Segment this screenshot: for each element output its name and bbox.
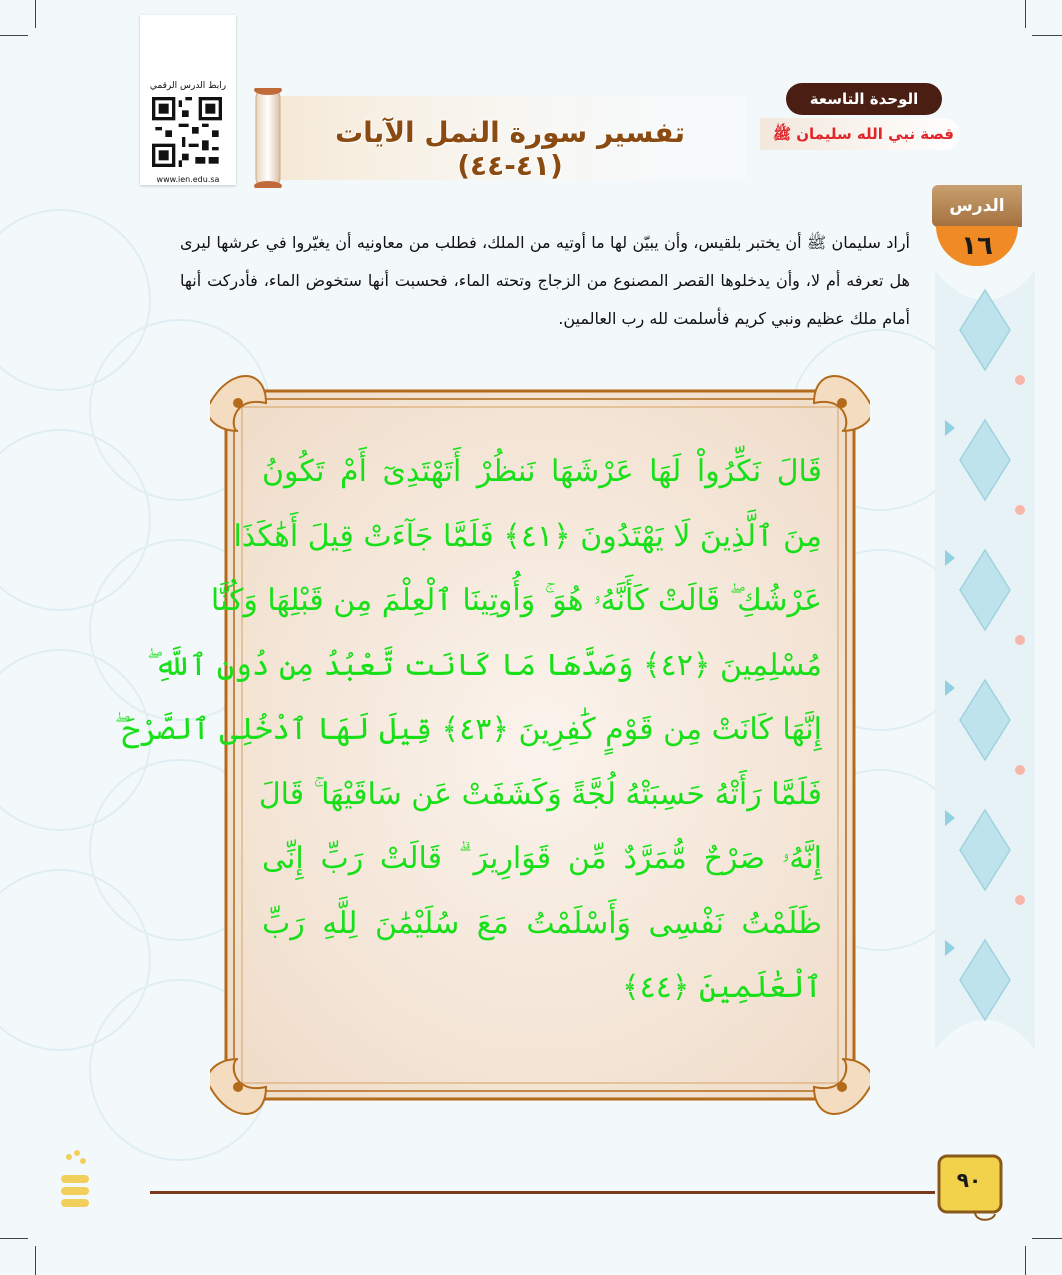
footer-rule <box>150 1191 935 1194</box>
qr-code-card[interactable] <box>140 15 236 185</box>
verse-line: قَالَ نَكِّرُواْ لَهَا عَرْشَهَا نَنظُرْ أَتَهْتَدِىٓ أَمْ تَكُونُ <box>262 454 822 489</box>
verse-line: عَرْشُكِ ۖ قَالَتْ كَأَنَّهُۥ هُوَ ۚ وَأُوتِينَا ٱلْعِلْمَ مِن قَبْلِهَا وَكُنَّا <box>210 583 822 618</box>
side-ornament <box>925 270 1045 1050</box>
unit-label: الوحدة التاسعة <box>786 83 942 115</box>
verse-line: مِنَ ٱلَّذِينَ لَا يَهْتَدُونَ ﴿٤١﴾ فَلَمَّا جَآءَتْ قِيلَ أَهَٰكَذَا <box>233 518 822 554</box>
qr-url: www.ien.edu.sa <box>156 175 220 184</box>
page-number: ٩٠ <box>956 1168 982 1192</box>
lesson-title: تفسير سورة النمل الآيات (٤١-٤٤) <box>335 116 685 182</box>
intro-paragraph: أراد سليمان ﷺ أن يختبر بلقيس، وأن يبيّن لها ما أوتيه من الملك، فطلب من معاونيه أن يغيّروا في عرشها ليرى هل تعرفه أم لا، وأن يدخلوها القصر المصنوع من الزجاج وتحته الماء، فحسبت أنها ستخوض الماء، فأدركت أنها أمام ملك عظيم ونبي كريم فأسلمت لله رب العالمين. <box>180 233 910 328</box>
verse-line: فَلَمَّا رَأَتْهُ حَسِبَتْهُ لُجَّةً وَكَشَفَتْ عَن سَاقَيْهَا ۚ قَالَ <box>258 776 822 812</box>
crop-mark <box>1025 1246 1026 1275</box>
verse-line: إِنَّهَا كَانَتْ مِن قَوْمٍ كَٰفِرِينَ ﴿٤٣﴾ قِيلَ لَهَا ٱدْخُلِى ٱلصَّرْحَ ۖ <box>114 712 822 747</box>
lesson-number: ١٦ <box>936 226 1018 266</box>
qr-label: رابط الدرس الرقمي <box>149 81 227 91</box>
verse-line: ٱلْعَٰلَمِينَ ﴿٤٤﴾ <box>622 970 822 1005</box>
unit-subtitle: قصة نبي الله سليمان ﷺ <box>760 118 960 150</box>
publisher-logo-icon <box>55 1145 95 1215</box>
qr-code-icon <box>152 97 222 167</box>
crop-mark <box>1025 0 1026 28</box>
crop-mark <box>1032 35 1062 36</box>
verse-line: مُسْلِمِينَ ﴿٤٢﴾ وَصَدَّهَا مَا كَانَت تَّعْبُدُ مِن دُونِ ٱللَّهِ ۖ <box>146 647 822 683</box>
quran-verses <box>114 440 822 1021</box>
verse-line: إِنَّهُۥ صَرْحٌ مُّمَرَّدٌ مِّن قَوَارِيرَ ۗ قَالَتْ رَبِّ إِنِّى <box>262 841 822 876</box>
lesson-tag: الدرس <box>932 185 1022 227</box>
verse-line: ظَلَمْتُ نَفْسِى وَأَسْلَمْتُ مَعَ سُلَيْمَٰنَ لِلَّهِ رَبِّ <box>262 905 822 941</box>
crop-mark <box>1032 1238 1062 1239</box>
